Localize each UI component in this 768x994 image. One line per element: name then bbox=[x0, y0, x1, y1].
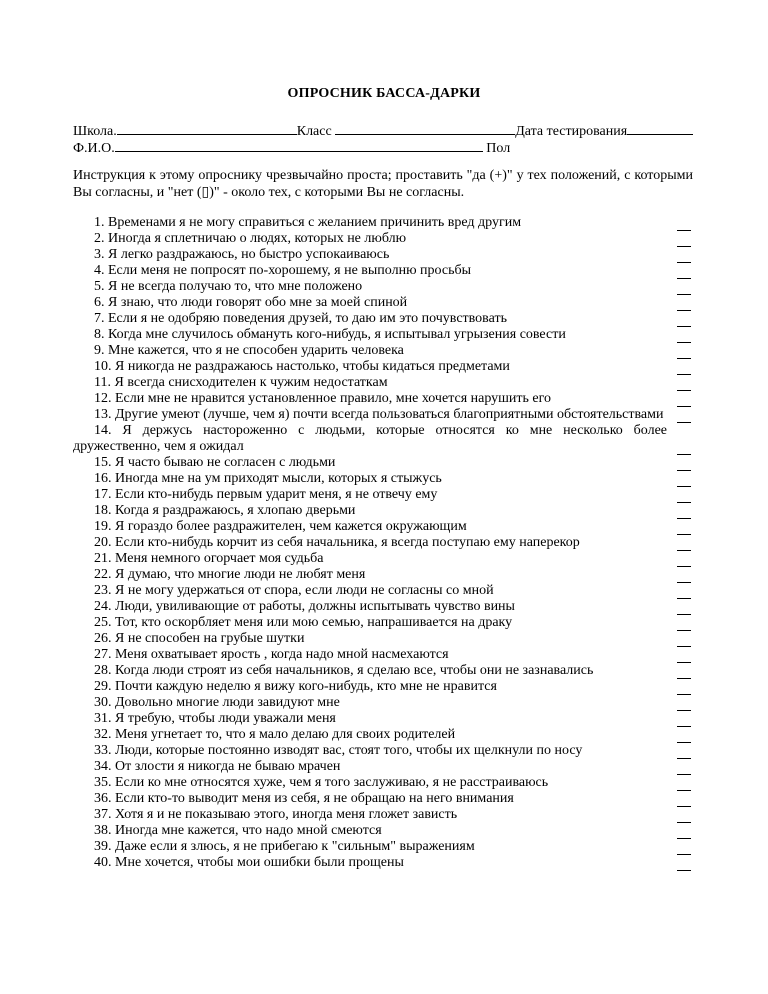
answer-field[interactable] bbox=[677, 506, 691, 519]
question-item bbox=[73, 295, 693, 311]
answer-field[interactable] bbox=[677, 474, 691, 487]
answer-field[interactable] bbox=[677, 634, 691, 647]
question-item bbox=[73, 471, 693, 487]
answer-field[interactable] bbox=[677, 394, 691, 407]
answer-field[interactable] bbox=[677, 826, 691, 839]
question-item bbox=[73, 823, 693, 839]
question-item bbox=[73, 455, 693, 471]
question-item bbox=[73, 407, 693, 423]
answer-field[interactable] bbox=[677, 682, 691, 695]
question-text bbox=[94, 695, 667, 711]
question-number: 37. bbox=[94, 807, 112, 822]
questions-list bbox=[73, 215, 693, 871]
name-field[interactable] bbox=[115, 139, 483, 152]
question-label: Даже если я злюсь, я не прибегаю к "сильным" выражениям bbox=[115, 839, 475, 854]
question-text bbox=[94, 855, 667, 871]
question-item bbox=[73, 423, 693, 455]
question-item bbox=[73, 551, 693, 567]
answer-field[interactable] bbox=[677, 602, 691, 615]
question-item bbox=[73, 503, 693, 519]
question-label: Довольно многие люди завидуют мне bbox=[115, 695, 340, 710]
question-text bbox=[94, 231, 667, 247]
question-number: 29. bbox=[94, 679, 112, 694]
question-item bbox=[73, 647, 693, 663]
answer-field[interactable] bbox=[677, 858, 691, 871]
question-number: 14. bbox=[94, 423, 112, 438]
question-text bbox=[94, 263, 667, 279]
question-number: 27. bbox=[94, 647, 112, 662]
name-label: Ф.И.О. bbox=[73, 141, 115, 156]
header-fields-row-1 bbox=[73, 122, 693, 140]
answer-field[interactable] bbox=[677, 762, 691, 775]
question-number: 17. bbox=[94, 487, 112, 502]
question-label: Я гораздо более раздражителен, чем кажется окружающим bbox=[115, 519, 467, 534]
question-text bbox=[94, 279, 667, 295]
question-number: 39. bbox=[94, 839, 112, 854]
question-label: Когда люди строят из себя начальников, я сделаю все, чтобы они не зазнавались bbox=[115, 663, 594, 678]
question-label: Я всегда снисходителен к чужим недостаткам bbox=[114, 375, 388, 390]
question-text bbox=[94, 583, 667, 599]
question-number: 6. bbox=[94, 295, 105, 310]
question-number: 32. bbox=[94, 727, 112, 742]
answer-field[interactable] bbox=[677, 282, 691, 295]
question-label: Иногда я сплетничаю о людях, которых не люблю bbox=[108, 231, 407, 246]
question-label: Люди, увиливающие от работы, должны испытывать чувство вины bbox=[115, 599, 515, 614]
answer-field[interactable] bbox=[677, 458, 691, 471]
question-label: Когда я раздражаюсь, я хлопаю дверьми bbox=[115, 503, 356, 518]
question-text bbox=[94, 247, 667, 263]
question-text bbox=[94, 615, 667, 631]
answer-field[interactable] bbox=[677, 586, 691, 599]
answer-field[interactable] bbox=[677, 490, 691, 503]
answer-field[interactable] bbox=[677, 442, 691, 455]
answer-field[interactable] bbox=[677, 554, 691, 567]
answer-field[interactable] bbox=[677, 522, 691, 535]
question-text bbox=[94, 359, 667, 375]
question-number: 40. bbox=[94, 855, 112, 870]
question-item bbox=[73, 231, 693, 247]
answer-field[interactable] bbox=[677, 346, 691, 359]
question-item bbox=[73, 711, 693, 727]
answer-field[interactable] bbox=[677, 794, 691, 807]
question-text bbox=[94, 407, 667, 423]
question-item bbox=[73, 391, 693, 407]
question-number: 16. bbox=[94, 471, 112, 486]
question-label: Я знаю, что люди говорят обо мне за моей спиной bbox=[108, 295, 408, 310]
question-label: Меня немного огорчает моя судьба bbox=[115, 551, 324, 566]
question-label: Когда мне случилось обмануть кого-нибудь, я испытывал угрызения совести bbox=[108, 327, 566, 342]
question-label: Я требую, чтобы люди уважали меня bbox=[115, 711, 336, 726]
question-label: Если меня не попросят по-хорошему, я не выполню просьбы bbox=[108, 263, 472, 278]
sex-label: Пол bbox=[486, 141, 511, 156]
question-number: 2. bbox=[94, 231, 105, 246]
question-item bbox=[73, 695, 693, 711]
answer-field[interactable] bbox=[677, 362, 691, 375]
question-item bbox=[73, 215, 693, 231]
question-label: Меня охватывает ярость , когда надо мной насмехаются bbox=[115, 647, 449, 662]
question-item bbox=[73, 663, 693, 679]
question-number: 22. bbox=[94, 567, 112, 582]
question-number: 12. bbox=[94, 391, 112, 406]
question-label: Иногда мне кажется, что надо мной смеются bbox=[115, 823, 382, 838]
question-text bbox=[94, 839, 667, 855]
header-fields-row-2 bbox=[73, 139, 693, 157]
instruction-text: Инструкция к этому опроснику чрезвычайно проста; проставить "да (+)" у тех положений, с которыми Вы согласны, и "нет (▯)" - около тех, с которыми Вы не согласны. bbox=[73, 168, 693, 200]
question-text bbox=[94, 487, 667, 503]
answer-field[interactable] bbox=[677, 250, 691, 263]
question-item bbox=[73, 567, 693, 583]
question-label: Я держусь настороженно с людьми, которые относятся ко мне несколько более дружественно, чем я ожидал bbox=[73, 423, 668, 454]
answer-field[interactable] bbox=[677, 314, 691, 327]
question-label: Мне кажется, что я не способен ударить человека bbox=[108, 343, 404, 358]
question-label: Тот, кто оскорбляет меня или мою семью, напрашивается на драку bbox=[115, 615, 513, 630]
question-number: 11. bbox=[94, 375, 111, 390]
question-label: Я легко раздражаюсь, но быстро успокаиваюсь bbox=[108, 247, 390, 262]
question-label: От злости я никогда не бываю мрачен bbox=[115, 759, 341, 774]
question-text bbox=[94, 311, 667, 327]
question-label: Временами я не могу справиться с желанием причинить вред другим bbox=[108, 215, 522, 230]
question-item bbox=[73, 535, 693, 551]
answer-field[interactable] bbox=[677, 218, 691, 231]
question-number: 18. bbox=[94, 503, 112, 518]
question-item bbox=[73, 615, 693, 631]
question-item bbox=[73, 487, 693, 503]
question-item bbox=[73, 743, 693, 759]
question-text bbox=[94, 759, 667, 775]
question-text bbox=[94, 823, 667, 839]
question-label: Если я не одобряю поведения друзей, то даю им это почувствовать bbox=[108, 311, 507, 326]
question-text bbox=[94, 631, 667, 647]
question-label: Если кто-нибудь корчит из себя начальника, я всегда поступаю ему наперекор bbox=[115, 535, 580, 550]
answer-field[interactable] bbox=[677, 618, 691, 631]
question-label: Если кто-нибудь первым ударит меня, я не отвечу ему bbox=[115, 487, 438, 502]
question-label: Я не всегда получаю то, что мне положено bbox=[108, 279, 363, 294]
question-label: Мне хочется, чтобы мои ошибки были прощены bbox=[115, 855, 404, 870]
question-item bbox=[73, 839, 693, 855]
question-number: 8. bbox=[94, 327, 105, 342]
question-text bbox=[94, 471, 667, 487]
date-label: Дата тестирования bbox=[515, 124, 628, 139]
answer-field[interactable] bbox=[677, 730, 691, 743]
question-text bbox=[94, 663, 667, 679]
question-text bbox=[94, 807, 667, 823]
question-number: 25. bbox=[94, 615, 112, 630]
question-text bbox=[94, 503, 667, 519]
answer-field[interactable] bbox=[677, 842, 691, 855]
question-item bbox=[73, 599, 693, 615]
question-number: 20. bbox=[94, 535, 112, 550]
question-text bbox=[94, 295, 667, 311]
question-text bbox=[94, 791, 667, 807]
answer-field[interactable] bbox=[677, 378, 691, 391]
answer-field[interactable] bbox=[677, 538, 691, 551]
question-item bbox=[73, 807, 693, 823]
question-number: 9. bbox=[94, 343, 105, 358]
class-label: Класс bbox=[296, 124, 332, 139]
question-label: Люди, которые постоянно изводят вас, стоят того, чтобы их щелкнули по носу bbox=[115, 743, 583, 758]
question-item bbox=[73, 519, 693, 535]
question-number: 36. bbox=[94, 791, 112, 806]
question-item bbox=[73, 759, 693, 775]
question-item bbox=[73, 359, 693, 375]
answer-field[interactable] bbox=[677, 650, 691, 663]
question-number: 31. bbox=[94, 711, 112, 726]
question-number: 28. bbox=[94, 663, 112, 678]
question-number: 35. bbox=[94, 775, 112, 790]
question-number: 7. bbox=[94, 311, 105, 326]
question-item bbox=[73, 775, 693, 791]
question-text bbox=[94, 455, 667, 471]
question-text bbox=[94, 343, 667, 359]
question-label: Если кто-то выводит меня из себя, я не обращаю на него внимания bbox=[115, 791, 514, 806]
question-text bbox=[94, 391, 667, 407]
question-label: Я не могу удержаться от спора, если люди не согласны со мной bbox=[115, 583, 494, 598]
question-label: Я никогда не раздражаюсь настолько, чтобы кидаться предметами bbox=[115, 359, 510, 374]
answer-field[interactable] bbox=[677, 330, 691, 343]
question-item bbox=[73, 583, 693, 599]
question-text bbox=[94, 551, 667, 567]
question-text bbox=[94, 727, 667, 743]
answer-field[interactable] bbox=[677, 298, 691, 311]
question-text bbox=[94, 215, 667, 231]
answer-field[interactable] bbox=[677, 570, 691, 583]
question-number: 30. bbox=[94, 695, 112, 710]
question-label: Меня угнетает то, что я мало делаю для своих родителей bbox=[115, 727, 456, 742]
answer-field[interactable] bbox=[677, 778, 691, 791]
question-number: 23. bbox=[94, 583, 112, 598]
question-text bbox=[94, 567, 667, 583]
question-item bbox=[73, 375, 693, 391]
question-text bbox=[94, 327, 667, 343]
question-label: Если мне не нравится установленное правило, мне хочется нарушить его bbox=[115, 391, 552, 406]
question-text bbox=[94, 679, 667, 695]
question-text bbox=[94, 647, 667, 663]
question-text bbox=[94, 535, 667, 551]
question-number: 15. bbox=[94, 455, 112, 470]
question-label: Я думаю, что многие люди не любят меня bbox=[115, 567, 366, 582]
question-number: 24. bbox=[94, 599, 112, 614]
answer-field[interactable] bbox=[677, 234, 691, 247]
question-text bbox=[94, 375, 667, 391]
question-number: 38. bbox=[94, 823, 112, 838]
question-item bbox=[73, 679, 693, 695]
question-item bbox=[73, 263, 693, 279]
answer-field[interactable] bbox=[677, 266, 691, 279]
question-item bbox=[73, 791, 693, 807]
question-text bbox=[94, 775, 667, 791]
answer-field[interactable] bbox=[677, 714, 691, 727]
question-number: 19. bbox=[94, 519, 112, 534]
answer-field[interactable] bbox=[677, 410, 691, 423]
question-number: 33. bbox=[94, 743, 112, 758]
class-field[interactable] bbox=[335, 122, 515, 135]
question-item bbox=[73, 343, 693, 359]
question-item bbox=[73, 247, 693, 263]
question-label: Почти каждую неделю я вижу кого-нибудь, кто мне не нравится bbox=[115, 679, 497, 694]
question-label: Иногда мне на ум приходят мысли, которых я стыжусь bbox=[115, 471, 442, 486]
question-text bbox=[94, 519, 667, 535]
page-title: ОПРОСНИК БАССА-ДАРКИ bbox=[287, 86, 481, 101]
date-field[interactable] bbox=[627, 122, 693, 135]
question-number: 1. bbox=[94, 215, 105, 230]
question-label: Другие умеют (лучше, чем я) почти всегда пользоваться благоприятными обстоятельствами bbox=[115, 407, 664, 422]
question-text bbox=[73, 423, 667, 455]
question-text bbox=[94, 711, 667, 727]
answer-field[interactable] bbox=[677, 746, 691, 759]
question-item bbox=[73, 279, 693, 295]
answer-field[interactable] bbox=[677, 698, 691, 711]
question-number: 13. bbox=[94, 407, 112, 422]
question-number: 26. bbox=[94, 631, 112, 646]
question-item bbox=[73, 327, 693, 343]
answer-field[interactable] bbox=[677, 810, 691, 823]
question-label: Хотя я и не показываю этого, иногда меня гложет зависть bbox=[115, 807, 458, 822]
question-text bbox=[94, 743, 667, 759]
question-number: 10. bbox=[94, 359, 112, 374]
question-item bbox=[73, 727, 693, 743]
question-text bbox=[94, 599, 667, 615]
school-label: Школа. bbox=[73, 124, 117, 139]
question-label: Если ко мне относятся хуже, чем я того заслуживаю, я не расстраиваюсь bbox=[115, 775, 549, 790]
question-number: 21. bbox=[94, 551, 112, 566]
question-label: Я часто бываю не согласен с людьми bbox=[115, 455, 336, 470]
question-number: 5. bbox=[94, 279, 105, 294]
question-number: 3. bbox=[94, 247, 105, 262]
question-item bbox=[73, 855, 693, 871]
question-number: 4. bbox=[94, 263, 105, 278]
question-item bbox=[73, 311, 693, 327]
answer-field[interactable] bbox=[677, 666, 691, 679]
school-field[interactable] bbox=[117, 122, 297, 135]
question-label: Я не способен на грубые шутки bbox=[115, 631, 305, 646]
question-number: 34. bbox=[94, 759, 112, 774]
question-item bbox=[73, 631, 693, 647]
